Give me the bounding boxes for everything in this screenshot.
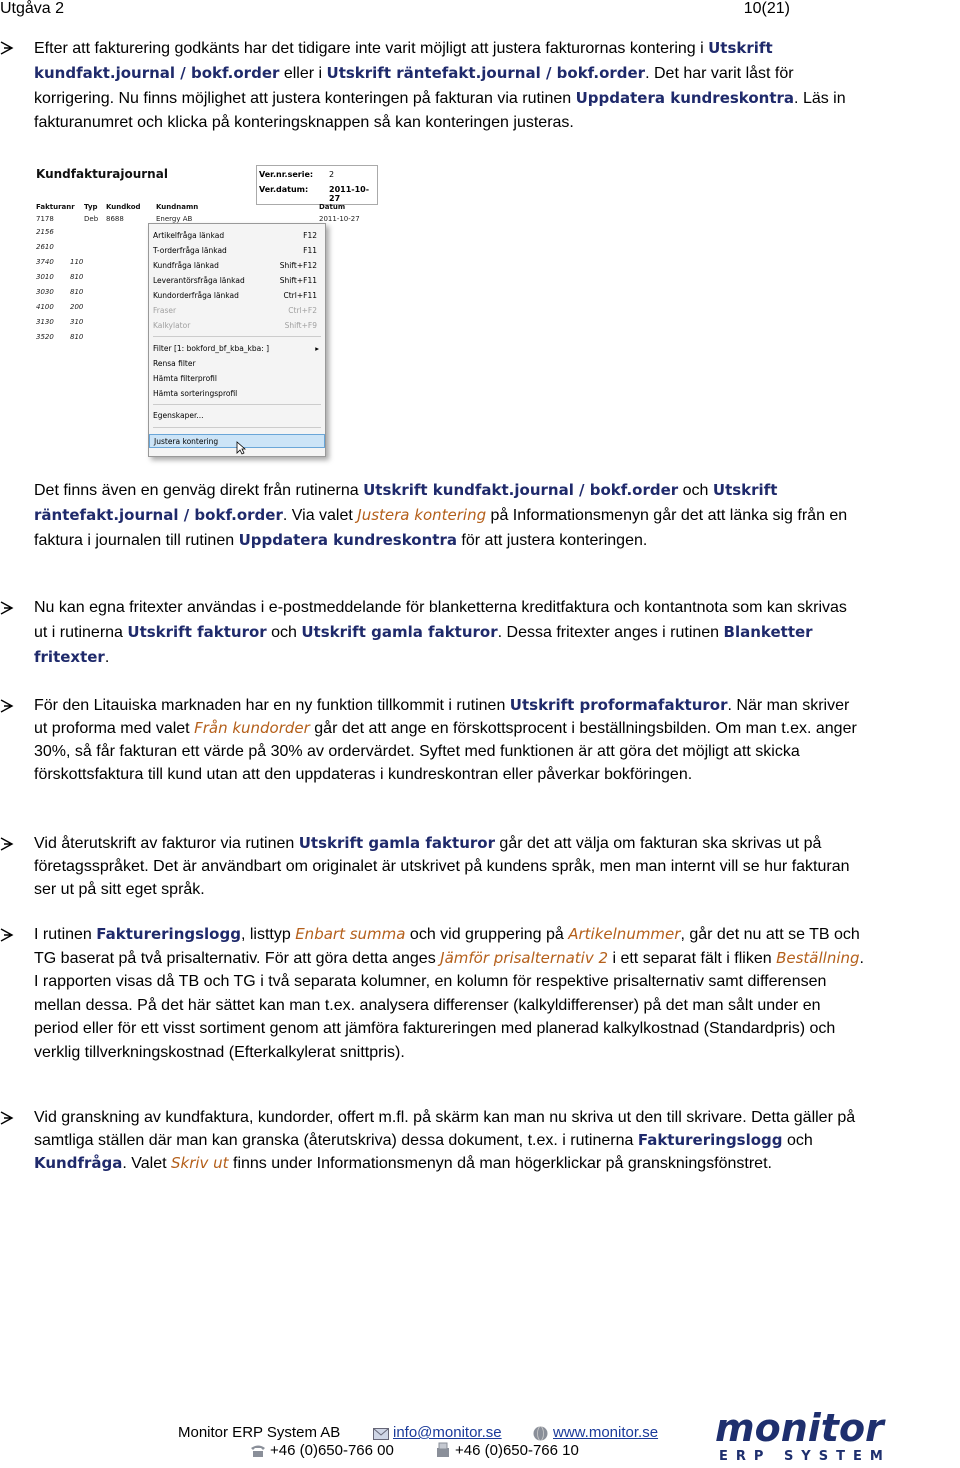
menu-item-label: Kalkylator xyxy=(153,321,191,330)
option-name: Beställning xyxy=(776,948,860,967)
option-name: Skriv ut xyxy=(170,1154,229,1172)
footer-email-link[interactable]: info@monitor.se xyxy=(393,1424,502,1441)
cell: 2011-10-27 xyxy=(319,215,360,223)
menu-item-shortcut: F12 xyxy=(303,231,317,240)
paragraph-5 xyxy=(34,923,864,1064)
routine-name: Utskrift proformafakturor xyxy=(509,696,728,714)
footer-company: Monitor ERP System AB xyxy=(178,1424,341,1441)
logo-subtext: ERP SYSTEM xyxy=(719,1449,891,1463)
menu-item-label: Kundorderfråga länkad xyxy=(153,291,239,300)
logo-text: monitor xyxy=(715,1406,884,1450)
routine-name: Uppdatera kundreskontra xyxy=(575,89,795,107)
routine-name: Uppdatera kundreskontra xyxy=(238,531,457,549)
context-menu xyxy=(148,223,326,457)
routine-name: Faktureringslogg xyxy=(637,1131,783,1149)
text-run: går det att ange en förskottsprocent i beställningsbilden. Om man t.ex. anger 30%, så får fakturan ett värde på 30% av ordervärdet. Syftet med funktionen är att göra det möjligt att skicka förskottsfaktura till kund utan att den uppdateras i kundreskontran eller påverkar bokföringen. xyxy=(34,720,857,783)
menu-item[interactable] xyxy=(149,319,325,333)
menu-item-shortcut: Ctrl+F2 xyxy=(288,306,317,315)
text-run: Nu kan egna fritexter användas i e-postmeddelande för blanketterna kreditfaktura och kontantnota som kan skrivas ut i rutinerna xyxy=(34,599,847,641)
text-run: Det finns även en genväg direkt från rutinerna xyxy=(34,482,364,499)
menu-item[interactable] xyxy=(149,357,325,371)
option-name: Justera kontering xyxy=(357,506,487,524)
text-run: i ett separat fält i fliken xyxy=(608,949,777,967)
cell: 110 xyxy=(70,258,84,266)
routine-name: Utskrift kundfakt.journal / bokf.order xyxy=(363,481,679,499)
menu-item-label: Rensa filter xyxy=(153,359,196,368)
text-run: eller i xyxy=(279,65,327,82)
cell: 200 xyxy=(70,303,84,311)
cell: 3130 xyxy=(36,318,54,326)
text-run: finns under Informationsmenyn då man högerklickar på granskningsfönstret. xyxy=(228,1155,772,1172)
text-run: Vid återutskrift av fakturor via rutinen xyxy=(34,835,299,852)
cell: Energy AB xyxy=(156,215,193,223)
text-run: för att justera konteringen. xyxy=(456,532,648,549)
option-name: Enbart summa xyxy=(295,925,406,943)
header-page-number: 10(21) xyxy=(743,0,790,17)
header-edition: Utgåva 2 xyxy=(0,0,65,17)
cell: 3010 xyxy=(36,273,54,281)
info-value: 2011-10-27 xyxy=(329,185,370,203)
option-name: Från kundorder xyxy=(194,719,310,737)
arrow-bullet-icon xyxy=(0,694,14,718)
paragraph-shortcut xyxy=(34,478,864,553)
cell: Deb xyxy=(84,215,99,223)
cell: 4100 xyxy=(36,303,54,311)
routine-name: Utskrift fakturor xyxy=(127,623,267,641)
arrow-bullet-icon xyxy=(0,1106,14,1130)
text-run: , går det nu att se TB och TG baserat på två prisalternativ. För att göra detta anges xyxy=(34,926,860,967)
menu-item[interactable] xyxy=(149,289,325,303)
menu-item[interactable] xyxy=(149,229,325,243)
text-run: och xyxy=(266,624,302,641)
menu-item-shortcut: F11 xyxy=(303,246,317,255)
monitor-logo-icon xyxy=(713,1405,893,1463)
text-run: . Dessa fritexter anges i rutinen xyxy=(497,624,724,641)
menu-item[interactable] xyxy=(149,274,325,288)
menu-item[interactable] xyxy=(149,372,325,386)
globe-icon xyxy=(533,1426,548,1441)
routine-name: Utskrift gamla fakturor xyxy=(298,834,495,852)
paragraph-6 xyxy=(34,1106,864,1175)
text-run: , listtyp xyxy=(240,926,296,943)
text-run: . I rapporten visas då TB och TG i två separata kolumner, en kolumn för respektive prisalternativ samt differensen mellan dessa. På det här sättet kan man t.ex. analysera differenser (kalkyldifferenser) på det man sålt under en period eller för ett visst sortiment genom att jämföra faktureringen med planerad kalkylkostnad (Standardpris) och verklig tillverkningskostnad (Efterkalkylerat snittpris). xyxy=(34,949,864,1061)
mouse-cursor-icon xyxy=(236,441,246,455)
text-run: och xyxy=(678,482,713,499)
menu-item-label: Leverantörsfråga länkad xyxy=(153,276,245,285)
option-name: Jämför prisalternativ 2 xyxy=(440,948,609,967)
routine-name: Kundfråga xyxy=(34,1154,123,1172)
cell: 310 xyxy=(70,318,84,326)
footer-web-link[interactable]: www.monitor.se xyxy=(553,1424,659,1441)
option-name: Artikelnummer xyxy=(568,925,681,943)
text-run: . Läs in fakturanumret och klicka på konteringsknappen så kan konteringen justeras. xyxy=(34,90,846,131)
routine-name: Utskrift räntefakt.journal / bokf.order xyxy=(34,481,778,524)
monitor-logo xyxy=(713,1405,893,1463)
cell: 7178 xyxy=(36,215,54,223)
cell: 2156 xyxy=(36,228,54,236)
menu-item-label: Hämta filterprofil xyxy=(153,374,217,383)
menu-separator xyxy=(153,427,321,428)
text-run: I rutinen xyxy=(34,926,97,943)
menu-item-label: Egenskaper... xyxy=(153,411,204,420)
routine-name: Blanketter fritexter xyxy=(34,623,813,666)
window-title: Kundfakturajournal xyxy=(36,167,168,181)
menu-item-shortcut: Shift+F11 xyxy=(279,276,317,285)
menu-item-label: Fraser xyxy=(153,306,177,315)
menu-item-label: Justera kontering xyxy=(154,437,219,446)
text-run: . Det har varit låst för korrigering. Nu finns möjlighet att justera konteringen på fakturan via rutinen xyxy=(34,65,794,107)
info-value: 2 xyxy=(329,170,335,179)
cell: 810 xyxy=(70,333,84,341)
text-run: . Valet xyxy=(122,1155,171,1172)
menu-separator xyxy=(153,404,321,405)
text-run: . När man skriver ut proforma med valet xyxy=(34,697,850,737)
info-label: Ver.nr.serie: xyxy=(259,170,314,179)
menu-item-label: Hämta sorteringsprofil xyxy=(153,389,238,398)
cell: 3520 xyxy=(36,333,54,341)
text-run: går det att välja om fakturan ska skrivas ut på företagsspråket. Det är användbart om originalet är utskrivet på kundens språk, men man internt vill se hur fakturan ser ut på sitt eget språk. xyxy=(34,835,850,898)
routine-name: Utskrift gamla fakturor xyxy=(301,623,498,641)
routine-name: Faktureringslogg xyxy=(96,925,241,943)
menu-item-label: Kundfråga länkad xyxy=(153,261,219,270)
menu-item-shortcut: Ctrl+F11 xyxy=(283,291,317,300)
column-header[interactable]: Fakturanr xyxy=(36,203,75,211)
menu-item[interactable] xyxy=(149,434,325,448)
email-icon xyxy=(373,1428,389,1440)
routine-name: Utskrift kundfakt.journal / bokf.order xyxy=(34,39,773,82)
arrow-bullet-icon xyxy=(0,923,14,947)
menu-item-label: Artikelfråga länkad xyxy=(153,231,225,240)
cell: 810 xyxy=(70,273,84,281)
column-header[interactable]: Kundkod xyxy=(106,203,141,211)
arrow-bullet-icon xyxy=(0,596,14,620)
info-box xyxy=(256,165,378,205)
menu-item[interactable] xyxy=(149,387,325,401)
arrow-bullet-icon xyxy=(0,36,14,60)
routine-name: Utskrift räntefakt.journal / bokf.order xyxy=(326,64,646,82)
cell: 3030 xyxy=(36,288,54,296)
cell: 810 xyxy=(70,288,84,296)
footer-fax: +46 (0)650-766 10 xyxy=(455,1442,579,1459)
cell: 3740 xyxy=(36,258,54,266)
arrow-bullet-icon xyxy=(0,832,14,856)
phone-icon xyxy=(250,1444,266,1458)
menu-item-shortcut: Shift+F9 xyxy=(284,321,317,330)
text-run: på Informationsmenyn går det att länka sig från en faktura i journalen till rutinen xyxy=(34,507,848,549)
text-run: Vid granskning av kundfaktura, kundorder, offert m.fl. på skärm kan man nu skriva ut den till skrivare. Detta gäller på samtliga ställen där man kan granska (återutskriva) dessa dokument, t.ex. i rutinerna xyxy=(34,1109,856,1149)
cell: 8688 xyxy=(106,215,124,223)
text-run: . Via valet xyxy=(282,507,358,524)
column-header[interactable]: Kundnamn xyxy=(156,203,199,211)
paragraph-1 xyxy=(34,36,864,135)
menu-item[interactable] xyxy=(149,409,325,423)
screenshot-kundfakturajournal xyxy=(34,165,379,460)
menu-item[interactable] xyxy=(149,304,325,318)
text-run: För den Litauiska marknaden har en ny funktion tillkommit i rutinen xyxy=(34,697,510,714)
menu-item-label: T-orderfråga länkad xyxy=(153,246,227,255)
text-run: och xyxy=(782,1132,813,1149)
text-run: . xyxy=(104,649,110,666)
column-header[interactable]: Typ xyxy=(84,203,98,211)
menu-separator xyxy=(153,336,321,337)
menu-item-shortcut: Shift+F12 xyxy=(279,261,317,270)
column-header[interactable]: Datum xyxy=(319,203,346,211)
menu-item[interactable] xyxy=(149,244,325,258)
text-run: och vid gruppering på xyxy=(405,926,569,943)
submenu-arrow-icon: ▸ xyxy=(315,344,319,353)
paragraph-2 xyxy=(34,596,864,670)
cell: 2610 xyxy=(36,243,54,251)
menu-item[interactable] xyxy=(149,342,325,356)
paragraph-3 xyxy=(34,694,864,786)
fax-icon xyxy=(435,1442,451,1458)
text-run: Efter att fakturering godkänts har det tidigare inte varit möjligt att justera fakturornas kontering i xyxy=(34,40,709,57)
menu-item-label: Filter [1: bokford_bf_kba_kba: ] xyxy=(153,344,270,353)
paragraph-4 xyxy=(34,832,864,901)
footer-phone: +46 (0)650-766 00 xyxy=(270,1442,394,1459)
info-label: Ver.datum: xyxy=(259,185,309,194)
menu-item[interactable] xyxy=(149,259,325,273)
